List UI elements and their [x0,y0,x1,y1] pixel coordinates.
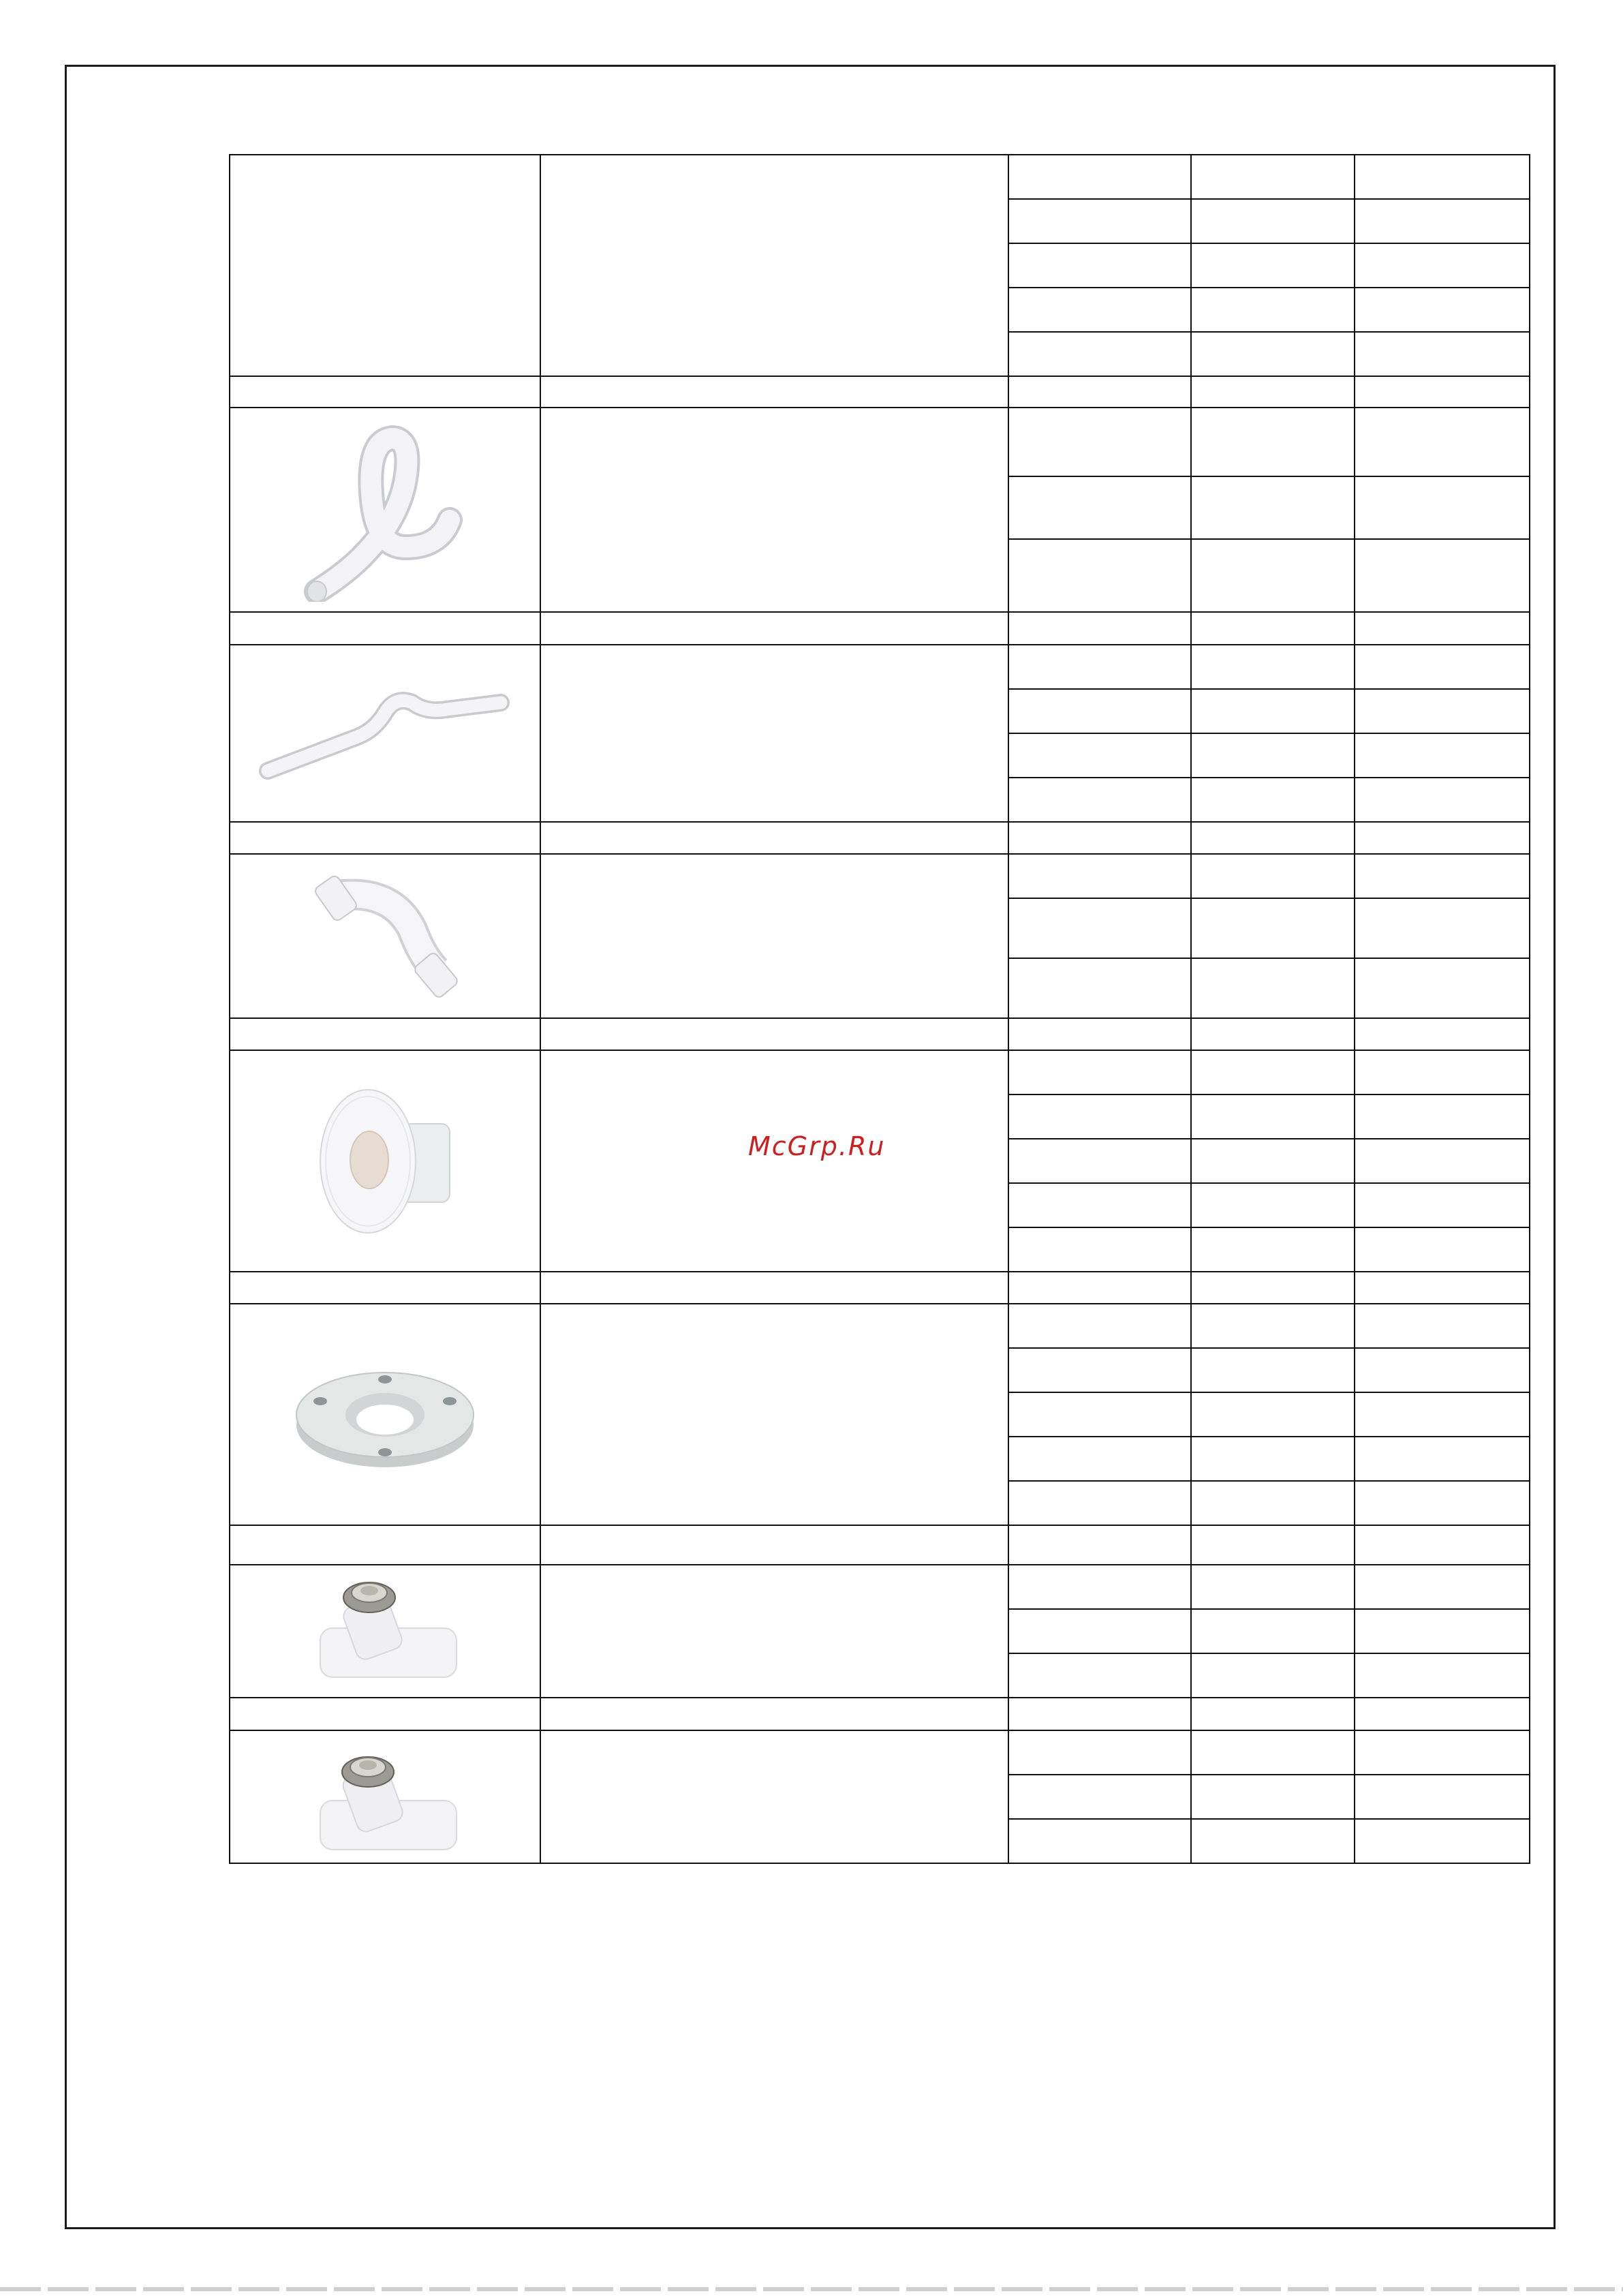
description-cell [540,155,1008,376]
table-row [230,645,1530,689]
fittings-table [229,154,1530,1864]
table-row [230,408,1530,476]
y-strainer-filter-2-image [307,1739,463,1855]
pack-cell [1191,155,1355,199]
image-cell [230,1730,540,1863]
table-row [230,854,1530,898]
section-header-row [230,1272,1530,1304]
table-row [230,1730,1530,1775]
table-row [230,155,1530,199]
code-cell [1355,155,1530,199]
description-cell [540,1304,1008,1525]
image-cell [230,408,540,612]
description-cell [540,1730,1008,1863]
description-cell [540,854,1008,1018]
watermark-text: McGrp.Ru [748,1131,886,1161]
image-cell [230,155,540,376]
flange-adapter-collar-image [313,1080,457,1243]
size-cell [1008,155,1191,199]
section-header-row [230,822,1530,854]
image-cell [230,1304,540,1525]
description-cell [540,1565,1008,1698]
image-cell [230,645,540,822]
section-header-row [230,1018,1530,1050]
table-row [230,1304,1530,1348]
section-header-row [230,376,1530,408]
description-cell [540,645,1008,822]
section-header-row [230,612,1530,645]
section-header-row [230,1698,1530,1730]
short-bypass-bend-image [310,868,460,1005]
description-cell [540,408,1008,612]
image-cell [230,854,540,1018]
section-header-row [230,1525,1530,1565]
page-bottom-strip [0,2287,1623,2291]
table-row [230,1050,1530,1095]
image-cell [230,1050,540,1272]
loose-flange-ring-image [290,1350,480,1480]
bypass-pipe-crossover-image [256,675,514,791]
looped-pipe-compensator-image [296,418,474,602]
y-strainer-filter-image [307,1574,463,1689]
table-row [230,1565,1530,1609]
image-cell [230,1565,540,1698]
